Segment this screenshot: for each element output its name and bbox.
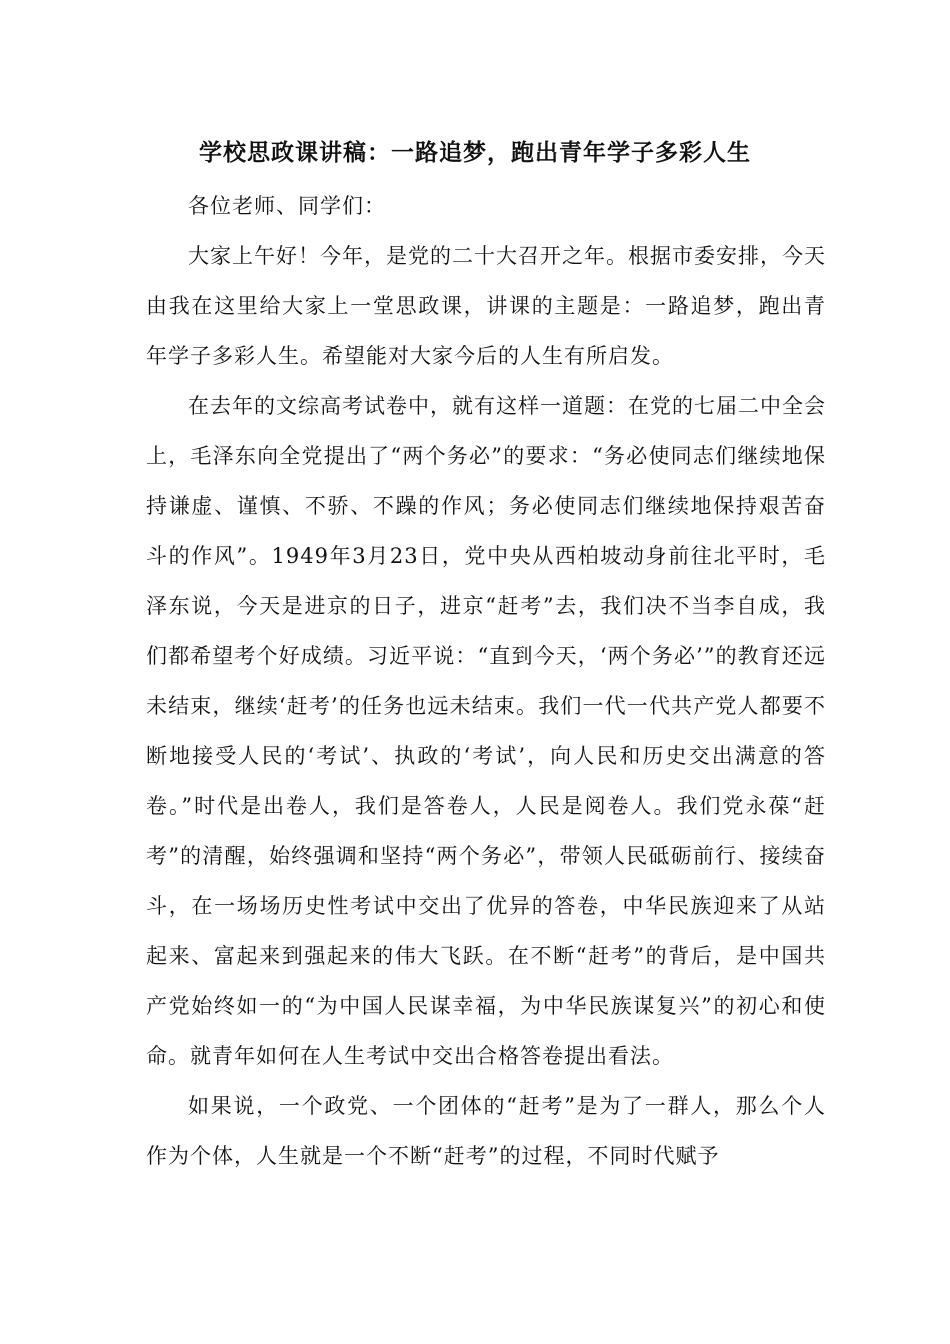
exam-question-paragraph: 在去年的文综高考试卷中，就有这样一道题：在党的七届二中全会上，毛泽东向全党提出了“两个务必”的要求：“务必使同志们继续地保持谦虚、谨慎、不骄、不躁的作风；务必使同志们继续地保持艰苦奋斗的作风”。1949年3月23日，党中央从西柏坡动身前往北平时，毛泽东说，今天是进京的日子，进京“赶考”去，我们决不当李自成，我们都希望考个好成绩。习近平说：“直到今天，‘两个务必’”的教育还远未结束，继续‘赶考’的任务也远未结束。我们一代一代共产党人都要不断地接受人民的‘考试’、执政的‘考试’，向人民和历史交出满意的答卷。”时代是出卷人，我们是答卷人，人民是阅卷人。我们党永葆“赶考”的清醒，始终强调和坚持“两个务必”，带领人民砥砺前行、接续奋斗，在一场场历史性考试中交出了优异的答卷，中华民族迎来了从站起来、富起来到强起来的伟大飞跃。在不断“赶考”的背后，是中国共产党始终如一的“为中国人民谋幸福，为中华民族谋复兴”的初心和使命。就青年如何在人生考试中交出合格答卷提出看法。 xyxy=(146,394,826,1068)
salutation-paragraph: 各位老师、同学们： xyxy=(188,194,386,218)
document-title: 学校思政课讲稿：一路追梦，跑出青年学子多彩人生 xyxy=(199,139,751,166)
individual-exam-paragraph: 如果说，一个政党、一个团体的“赶考”是为了一群人，那么个人作为个体，人生就是一个不断“赶考”的过程，不同时代赋予 xyxy=(146,1094,826,1168)
document-body xyxy=(146,181,826,1181)
opening-paragraph: 大家上午好！今年，是党的二十大召开之年。根据市委安排，今天由我在这里给大家上一堂思政课，讲课的主题是：一路追梦，跑出青年学子多彩人生。希望能对大家今后的人生有所启发。 xyxy=(146,244,826,368)
